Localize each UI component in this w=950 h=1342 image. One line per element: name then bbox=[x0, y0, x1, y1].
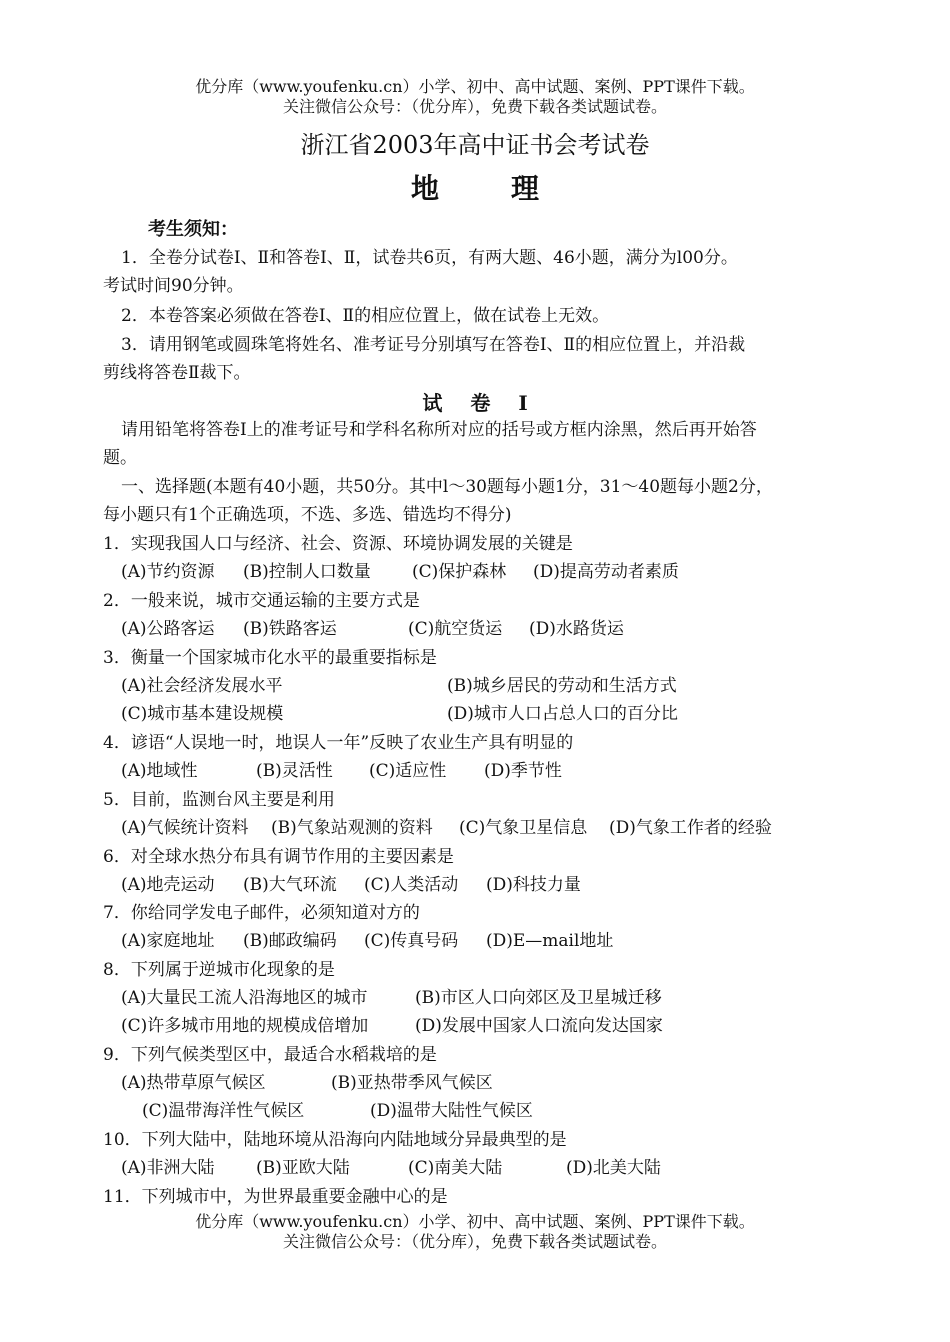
option-a: (A)公路客运 bbox=[121, 619, 215, 639]
option-b: (B)城乡居民的劳动和生活方式 bbox=[447, 676, 677, 696]
subject-char-2: 理 bbox=[511, 172, 540, 205]
exam-title: 浙江省2003年高中证书会考试卷 bbox=[300, 131, 650, 159]
notice-item-3: 3．请用钢笔或圆珠笔将姓名、准考证号分别填写在答卷Ⅰ、Ⅱ的相应位置上，并沿裁 bbox=[121, 335, 746, 355]
question-stem: 4．谚语“人误地一时，地误人一年”反映了农业生产具有明显的 bbox=[103, 733, 574, 753]
part1-heading-cont: 每小题只有1个正确选项，不选、多选、错选均不得分) bbox=[103, 505, 512, 525]
section-title bbox=[0, 390, 950, 416]
option-a: (A)节约资源 bbox=[121, 562, 215, 582]
option-c: (C)航空货运 bbox=[408, 619, 503, 639]
footer-line-2: 关注微信公众号：（优分库），免费下载各类试题试卷。 bbox=[282, 1232, 667, 1251]
option-a: (A)气候统计资料 bbox=[121, 818, 249, 838]
option-c: (C)人类活动 bbox=[364, 875, 459, 895]
option-c: (C)保护森林 bbox=[412, 562, 507, 582]
option-b: (B)邮政编码 bbox=[243, 931, 337, 951]
option-c: (C)南美大陆 bbox=[408, 1158, 503, 1178]
section-char-3: I bbox=[518, 391, 528, 415]
notice-item-1-cont: 考试时间90分钟。 bbox=[103, 276, 244, 296]
question-stem: 8．下列属于逆城市化现象的是 bbox=[103, 960, 335, 980]
option-d: (D)城市人口占总人口的百分比 bbox=[447, 704, 678, 724]
option-a: (A)地壳运动 bbox=[121, 875, 215, 895]
option-b: (B)大气环流 bbox=[243, 875, 337, 895]
footer-line-1: 优分库（www.youfenku.cn）小学、初中、高中试题、案例、PPT课件下载。 bbox=[195, 1212, 755, 1231]
question-stem: 3．衡量一个国家城市化水平的最重要指标是 bbox=[103, 648, 437, 668]
question-stem: 2．一般来说，城市交通运输的主要方式是 bbox=[103, 591, 420, 611]
notice-item-2: 2．本卷答案必须做在答卷Ⅰ、Ⅱ的相应位置上，做在试卷上无效。 bbox=[121, 306, 610, 326]
notice-item-1: 1．全卷分试卷Ⅰ、Ⅱ和答卷Ⅰ、Ⅱ，试卷共6页，有两大题、46小题，满分为l00分。 bbox=[121, 248, 738, 268]
option-a: (A)地域性 bbox=[121, 761, 198, 781]
option-d: (D)E—mail地址 bbox=[486, 931, 614, 951]
option-b: (B)市区人口向郊区及卫星城迁移 bbox=[415, 988, 662, 1008]
option-b: (B)气象站观测的资料 bbox=[271, 818, 433, 838]
option-d: (D)科技力量 bbox=[486, 875, 581, 895]
option-c: (C)适应性 bbox=[369, 761, 447, 781]
option-c: (C)传真号码 bbox=[364, 931, 459, 951]
option-d: (D)气象工作者的经验 bbox=[609, 818, 772, 838]
option-d: (D)季节性 bbox=[484, 761, 562, 781]
option-d: (D)水路货运 bbox=[529, 619, 624, 639]
option-a: (A)家庭地址 bbox=[121, 931, 215, 951]
option-c: (C)温带海洋性气候区 bbox=[142, 1101, 305, 1121]
section-char-2: 卷 bbox=[470, 391, 491, 415]
notice-heading: 考生须知： bbox=[148, 219, 238, 240]
header-line-1: 优分库（www.youfenku.cn）小学、初中、高中试题、案例、PPT课件下载。 bbox=[195, 77, 755, 96]
option-a: (A)大量民工流人沿海地区的城市 bbox=[121, 988, 368, 1008]
subject-title bbox=[0, 172, 950, 206]
option-b: (B)亚欧大陆 bbox=[256, 1158, 350, 1178]
section-char-1: 试 bbox=[422, 391, 443, 415]
option-a: (A)社会经济发展水平 bbox=[121, 676, 283, 696]
option-a: (A)热带草原气候区 bbox=[121, 1073, 266, 1093]
header-line-2: 关注微信公众号：（优分库），免费下载各类试题试卷。 bbox=[282, 97, 667, 116]
subject-char-1: 地 bbox=[410, 172, 439, 205]
option-d: (D)温带大陆性气候区 bbox=[370, 1101, 533, 1121]
option-b: (B)铁路客运 bbox=[243, 619, 337, 639]
question-stem: 5．目前，监测台风主要是利用 bbox=[103, 790, 335, 810]
part1-heading: 一、选择题(本题有40小题，共50分。其中l～30题每小题1分，31～40题每小题2分， bbox=[121, 477, 773, 497]
option-d: (D)提高劳动者素质 bbox=[533, 562, 679, 582]
notice-item-3-cont: 剪线将答卷Ⅱ裁下。 bbox=[103, 363, 251, 383]
option-c: (C)气象卫星信息 bbox=[459, 818, 588, 838]
question-stem: 7．你给同学发电子邮件，必须知道对方的 bbox=[103, 903, 420, 923]
question-stem: 9．下列气候类型区中，最适合水稻栽培的是 bbox=[103, 1045, 437, 1065]
question-stem: 11．下列城市中，为世界最重要金融中心的是 bbox=[103, 1187, 448, 1207]
option-d: (D)发展中国家人口流向发达国家 bbox=[415, 1016, 663, 1036]
instruction-line-2: 题。 bbox=[103, 448, 137, 468]
option-b: (B)灵活性 bbox=[256, 761, 333, 781]
option-c: (C)城市基本建设规模 bbox=[121, 704, 284, 724]
option-c: (C)许多城市用地的规模成倍增加 bbox=[121, 1016, 369, 1036]
option-b: (B)控制人口数量 bbox=[243, 562, 371, 582]
instruction-line-1: 请用铅笔将答卷I上的准考证号和学科名称所对应的括号或方框内涂黑，然后再开始答 bbox=[121, 420, 757, 440]
question-stem: 6．对全球水热分布具有调节作用的主要因素是 bbox=[103, 847, 454, 867]
question-stem: 1．实现我国人口与经济、社会、资源、环境协调发展的关键是 bbox=[103, 534, 573, 554]
option-a: (A)非洲大陆 bbox=[121, 1158, 215, 1178]
question-stem: 10．下列大陆中，陆地环境从沿海向内陆地域分异最典型的是 bbox=[103, 1130, 567, 1150]
option-d: (D)北美大陆 bbox=[566, 1158, 661, 1178]
option-b: (B)亚热带季风气候区 bbox=[331, 1073, 493, 1093]
